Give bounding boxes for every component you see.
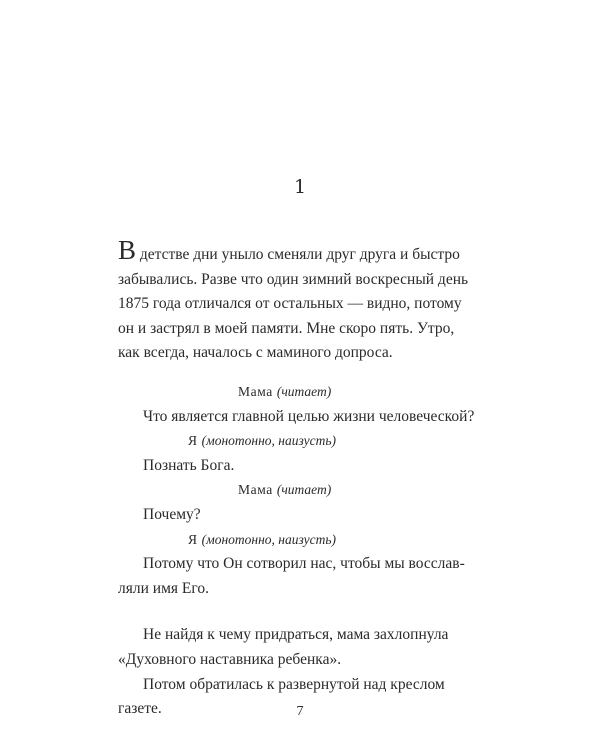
spacer (118, 601, 470, 623)
paragraph-line: «Духовного наставника ребенка». (118, 650, 342, 668)
body-text (118, 235, 475, 722)
dialogue-question: Что является главной целью жизни человеческой? (143, 407, 475, 425)
paragraph-line: Потом обратилась к развернутой над креслом (143, 675, 445, 693)
dialogue-answer: Познать Бога. (143, 456, 235, 474)
speaker-ya: Я (монотонно, наизусть) (188, 433, 337, 449)
speaker-mama: Мама (читает) (238, 383, 332, 399)
paragraph-line: как всегда, началось с маминого допроса. (118, 344, 393, 362)
speaker-ya: Я (монотонно, наизусть) (188, 531, 337, 547)
spacer (118, 366, 470, 380)
speaker-mama: Мама (читает) (238, 482, 332, 498)
chapter-number: 1 (293, 176, 307, 198)
paragraph-line: он и застрял в моей памяти. Мне скоро пять. Утро, (118, 319, 455, 337)
dialogue-question: Почему? (143, 505, 201, 523)
drop-cap: В (118, 235, 137, 265)
dialogue-answer: Потому что Он сотворил нас, чтобы мы восслав- (143, 555, 465, 573)
page-number: 7 (296, 704, 304, 719)
dialogue-answer: ляли имя Его. (118, 579, 209, 597)
paragraph-line: В детстве дни уныло сменяли друг друга и быстро (118, 235, 460, 265)
paragraph-line: 1875 года отличался от остальных — видно, потому (118, 295, 462, 313)
paragraph-line: Не найдя к чему придраться, мама захлопнула (143, 626, 449, 644)
paragraph-line: забывались. Разве что один зимний воскресный день (118, 270, 469, 288)
paragraph-line: газете. (118, 700, 162, 718)
